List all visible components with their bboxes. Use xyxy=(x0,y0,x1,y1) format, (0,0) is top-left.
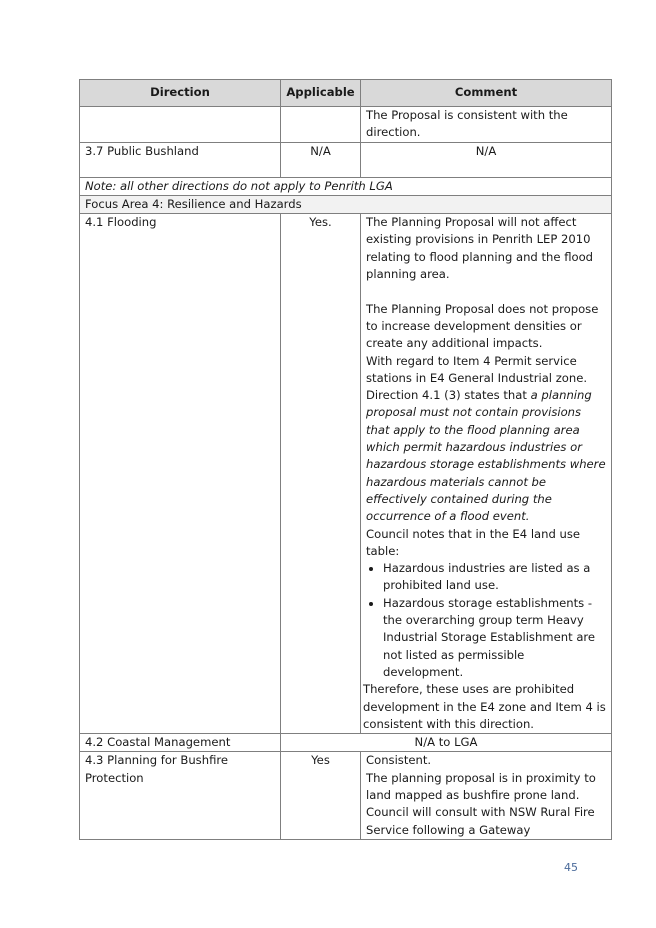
focus-area-heading: Focus Area 4: Resilience and Hazards xyxy=(80,195,612,213)
applicable-cell: N/A xyxy=(281,142,361,177)
note-text: Note: all other directions do not apply to Penrith LGA xyxy=(80,177,612,195)
focus-area-row xyxy=(80,195,612,213)
comment-text: With regard to Item 4 Permit service stations in E4 General Industrial zone. Direction 4.1 (3) states that xyxy=(366,353,588,403)
comment-cell xyxy=(361,752,612,839)
applicable-cell: Yes. xyxy=(281,214,361,734)
applicable-cell: Yes xyxy=(281,752,361,839)
applicable-comment-cell: N/A to LGA xyxy=(281,734,612,752)
table-row xyxy=(80,107,612,143)
direction-cell: 4.2 Coastal Management xyxy=(80,734,281,752)
applicable-cell xyxy=(281,107,361,143)
list-item: • Hazardous industries are listed as a prohibited land use. xyxy=(383,560,606,595)
note-row xyxy=(80,177,612,195)
list-item: • Hazardous storage establishments - the overarching group term Heavy Industrial Storage Establishment are not listed as permissible development. xyxy=(383,595,606,681)
direction-cell: 4.1 Flooding xyxy=(80,214,281,734)
comment-cell: The Proposal is consistent with the direction. xyxy=(361,107,612,143)
table-header-row xyxy=(80,80,612,107)
bullet-list xyxy=(366,560,606,681)
direction-cell: 3.7 Public Bushland xyxy=(80,142,281,177)
comment-paragraph: The Planning Proposal will not affect existing provisions in Penrith LEP 2010 relating to flood planning and the flood planning area. xyxy=(366,215,594,282)
comment-paragraph: The planning proposal is in proximity to land mapped as bushfire prone land. Council will consult with NSW Rural Fire Service following a Gateway xyxy=(366,770,596,837)
direction-cell xyxy=(80,107,281,143)
spacer xyxy=(366,283,606,300)
table-row xyxy=(80,752,612,839)
directions-table xyxy=(79,79,612,840)
page-number: 45 xyxy=(564,861,578,874)
table-row xyxy=(80,214,612,734)
table-row xyxy=(80,142,612,177)
comment-paragraph: Council notes that in the E4 land use table: xyxy=(366,526,581,558)
comment-paragraph: Therefore, these uses are prohibited development in the E4 zone and Item 4 is consistent with this direction. xyxy=(363,682,606,731)
header-direction: Direction xyxy=(80,80,281,107)
quoted-direction-text: a planning proposal must not contain provisions that apply to the flood planning area which permit hazardous industries or hazardous storage establishments where hazardous materials cannot be effectively contained during the occurrence of a flood event. xyxy=(366,388,606,524)
comment-paragraph xyxy=(366,353,606,526)
comment-paragraph: The Planning Proposal does not propose to increase development densities or create any additional impacts. xyxy=(366,301,599,351)
header-applicable: Applicable xyxy=(281,80,361,107)
comment-cell xyxy=(361,214,612,734)
header-comment: Comment xyxy=(361,80,612,107)
comment-paragraph: Consistent. xyxy=(366,753,432,768)
direction-cell: 4.3 Planning for Bushfire Protection xyxy=(80,752,281,839)
table-row xyxy=(80,734,612,752)
comment-cell: N/A xyxy=(361,142,612,177)
